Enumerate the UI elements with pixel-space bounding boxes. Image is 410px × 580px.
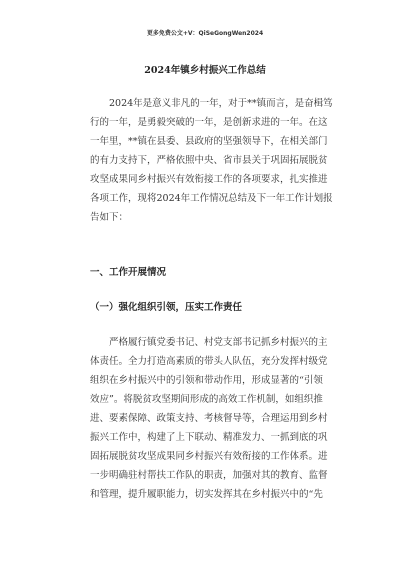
paragraph-line: 严格履行镇党委书记、村党支部书记抓乡村振兴的主 bbox=[109, 337, 328, 348]
paragraph-line: 各项工作，现将2024年工作情况总结及下一年工作计划报 bbox=[90, 193, 333, 204]
paragraph-line: 和管理，提升履职能力，切实发挥其在乡村振兴中的“先 bbox=[90, 489, 323, 500]
intro-paragraph bbox=[90, 94, 333, 227]
paragraph-line: 进、要素保障、政策支持、考核督导等，合理运用到乡村 bbox=[90, 413, 328, 424]
paragraph-line: 效应”。将脱贫攻坚期间形成的高效工作机制，如组织推 bbox=[90, 394, 323, 405]
subsection-heading: （一）强化组织引领，压实工作责任 bbox=[90, 302, 243, 313]
paragraph-line: 振兴工作中，构建了上下联动、精准发力、一抓到底的巩 bbox=[90, 432, 328, 443]
paragraph-line: 告如下： bbox=[90, 212, 129, 223]
paragraph-line: 2024年是意义非凡的一年，对于**镇而言，是奋楫笃 bbox=[109, 98, 333, 109]
paragraph-line: 一年里，**镇在县委、县政府的坚强领导下，在相关部门 bbox=[90, 136, 328, 147]
section-heading: 一、工作开展情况 bbox=[90, 267, 167, 278]
body-paragraph bbox=[90, 333, 328, 504]
document-title: 2024年镇乡村振兴工作总结 bbox=[144, 65, 266, 76]
paragraph-line: 体责任。全力打造高素质的带头人队伍，充分发挥村级党 bbox=[90, 356, 328, 367]
paragraph-line: 攻坚成果同乡村振兴有效衔接工作的各项要求，扎实推进 bbox=[90, 174, 328, 185]
watermark-text: 更多免费公文+V：QiSeGongWen2024 bbox=[146, 30, 264, 37]
paragraph-line: 一步明确驻村帮扶工作队的职责，加强对其的教育、监督 bbox=[90, 470, 328, 481]
paragraph-line: 行的一年，是勇毅突破的一年，是创新求进的一年。在这 bbox=[90, 117, 328, 128]
paragraph-line: 固拓展脱贫攻坚成果同乡村振兴有效衔接的工作体系。进 bbox=[90, 451, 328, 462]
paragraph-line: 的有力支持下，严格依照中央、省市县关于巩固拓展脱贫 bbox=[90, 155, 328, 166]
paragraph-line: 组织在乡村振兴中的引领和带动作用，形成显著的“引领 bbox=[90, 375, 323, 386]
